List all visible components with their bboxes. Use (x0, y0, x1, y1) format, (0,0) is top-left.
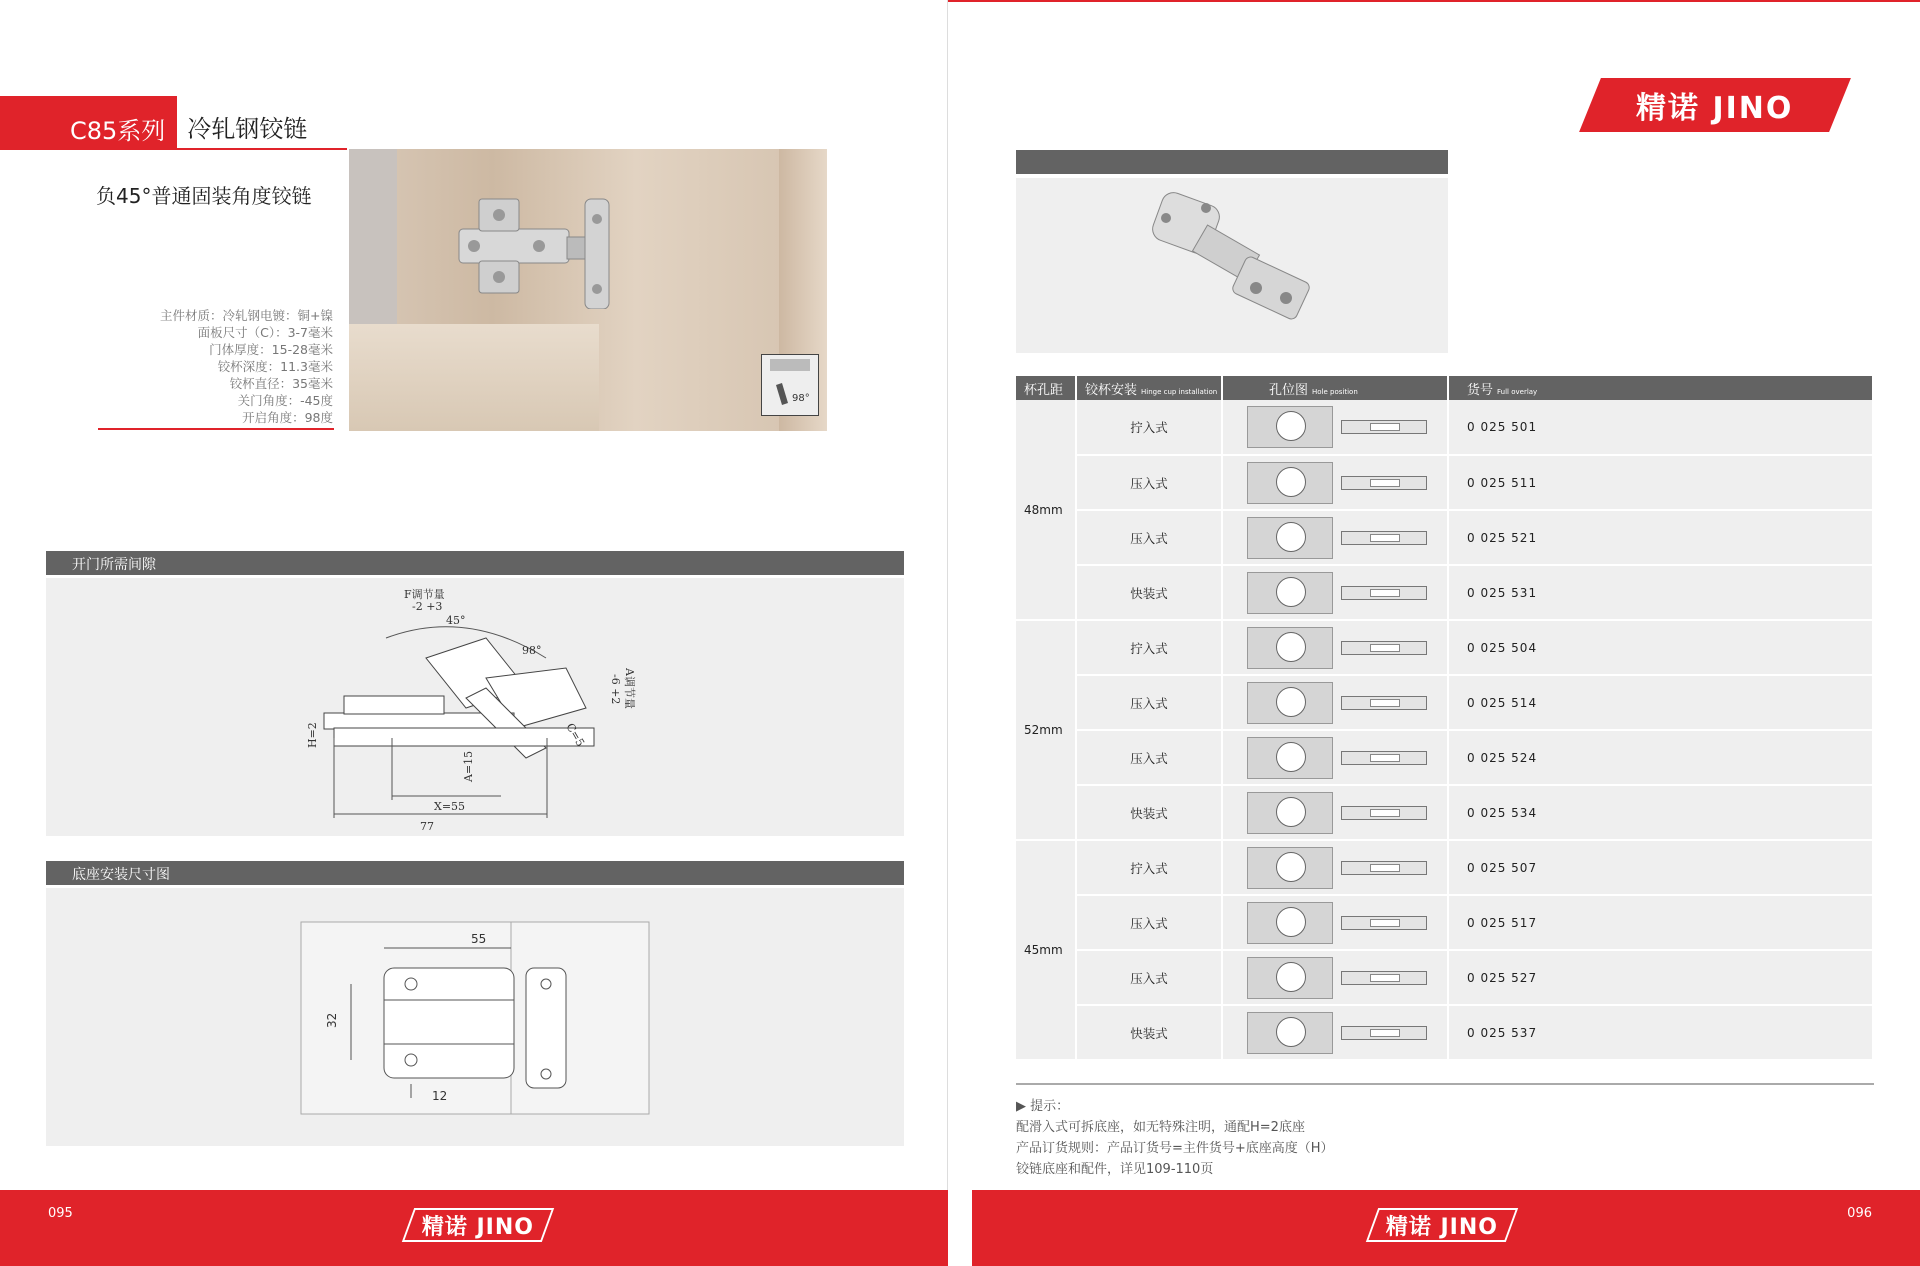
hole-diagram (1247, 792, 1333, 834)
note-item: 配滑入式可拆底座，如无特殊注明，通配H=2底座 (1016, 1120, 1305, 1135)
series-header (0, 96, 347, 150)
hole-position-cell (1222, 675, 1448, 730)
clearance-diagram-panel (46, 578, 904, 836)
install-type-cell: 快装式 (1076, 565, 1222, 620)
table-row (1016, 675, 1873, 730)
dim-32: 32 (325, 1012, 339, 1028)
spec-item: 铰杯直径：35毫米 (229, 376, 333, 391)
product-code-cell: 0 025 514 (1448, 675, 1873, 730)
series-label: C85系列 (0, 96, 177, 150)
th-code: 货号 Full overlay (1448, 376, 1873, 400)
hole-diagram (1247, 902, 1333, 944)
note-item: 铰链底座和配件，详见109-110页 (1016, 1162, 1214, 1177)
brand-logo: 精诺 JINO (1579, 78, 1851, 132)
install-type-cell: 快装式 (1076, 1005, 1222, 1060)
install-type-cell: 压入式 (1076, 730, 1222, 785)
plate-diagram (1341, 806, 1427, 820)
angle-98: 98° (522, 644, 542, 657)
a-adjust-range: -6 +2 (609, 674, 622, 705)
install-type-cell: 压入式 (1076, 950, 1222, 1005)
hole-diagram (1247, 517, 1333, 559)
table-row (1016, 400, 1873, 455)
hole-diagram (1247, 462, 1333, 504)
plate-diagram (1341, 861, 1427, 875)
series-title: 冷轧钢铰链 (177, 96, 347, 150)
product-photo (349, 149, 827, 431)
product-code-cell: 0 025 501 (1448, 400, 1873, 455)
hole-position-cell (1222, 565, 1448, 620)
h-label: H=2 (306, 722, 319, 748)
table-row (1016, 895, 1873, 950)
note-item: 产品订货规则：产品订货号=主件货号+底座高度（H） (1016, 1141, 1334, 1156)
f-adjust-range: -2 +3 (412, 600, 443, 613)
cup-distance-cell: 48mm (1016, 400, 1076, 620)
plate-diagram (1341, 586, 1427, 600)
table-row (1016, 565, 1873, 620)
hole-position-cell (1222, 785, 1448, 840)
install-type-cell: 拧入式 (1076, 400, 1222, 455)
table-row (1016, 950, 1873, 1005)
plate-diagram (1341, 641, 1427, 655)
x55-label: X=55 (434, 800, 466, 813)
hole-diagram (1247, 627, 1333, 669)
plate-diagram (1341, 531, 1427, 545)
plate-diagram (1341, 1026, 1427, 1040)
product-code-cell: 0 025 521 (1448, 510, 1873, 565)
product-code-cell: 0 025 517 (1448, 895, 1873, 950)
product-code-cell: 0 025 531 (1448, 565, 1873, 620)
plate-diagram (1341, 476, 1427, 490)
spec-item: 关门角度：-45度 (237, 393, 333, 408)
section-bar-clearance: 开门所需间隙 (46, 551, 904, 575)
th-install: 铰杯安装 Hinge cup installation (1076, 376, 1222, 400)
right-footer (972, 1190, 1920, 1266)
table-row (1016, 620, 1873, 675)
hole-diagram (1247, 682, 1333, 724)
product-code-cell: 0 025 534 (1448, 785, 1873, 840)
table-row (1016, 840, 1873, 895)
base-diagram-panel (46, 888, 904, 1146)
install-type-cell: 压入式 (1076, 510, 1222, 565)
table-row (1016, 1005, 1873, 1060)
th-distance: 杯孔距 (1016, 376, 1076, 400)
section-bar-base: 底座安装尺寸图 (46, 861, 904, 885)
inset-angle-label: 98° (792, 393, 810, 404)
th-hole: 孔位图 Hole position (1222, 376, 1448, 400)
spec-item: 面板尺寸（C）：3-7毫米 (197, 325, 333, 340)
product-code-cell: 0 025 507 (1448, 840, 1873, 895)
hole-position-cell (1222, 455, 1448, 510)
c-label: C=5 (563, 721, 587, 749)
product-code-cell: 0 025 524 (1448, 730, 1873, 785)
hole-diagram (1247, 957, 1333, 999)
product-image-bar (1016, 150, 1448, 174)
install-type-cell: 拧入式 (1076, 620, 1222, 675)
hole-position-cell (1222, 510, 1448, 565)
plate-diagram (1341, 971, 1427, 985)
clearance-diagram (46, 578, 904, 836)
install-type-cell: 压入式 (1076, 455, 1222, 510)
notes-divider (1016, 1083, 1874, 1085)
a15-label: A=15 (462, 750, 475, 782)
plate-diagram (1341, 696, 1427, 710)
page-number: 095 (48, 1206, 73, 1221)
specs-divider (98, 428, 334, 430)
dim-55: 55 (471, 932, 487, 946)
install-type-cell: 压入式 (1076, 895, 1222, 950)
left-page (0, 0, 948, 1266)
base-diagram (46, 888, 904, 1146)
spec-item: 门体厚度：15-28毫米 (209, 342, 333, 357)
hole-diagram (1247, 847, 1333, 889)
plate-diagram (1341, 751, 1427, 765)
f-adjust-label: F调节量 (404, 588, 445, 601)
spec-item: 开启角度：98度 (242, 410, 333, 425)
page-number: 096 (1847, 1206, 1872, 1221)
footer-logo: 精诺 JINO (1366, 1208, 1518, 1242)
cup-distance-cell: 45mm (1016, 840, 1076, 1060)
hole-diagram (1247, 572, 1333, 614)
product-code-cell: 0 025 537 (1448, 1005, 1873, 1060)
plate-diagram (1341, 916, 1427, 930)
product-subtitle: 负45°普通固装角度铰链 (96, 184, 312, 208)
cup-distance-cell: 52mm (1016, 620, 1076, 840)
footer-logo: 精诺 JINO (402, 1208, 554, 1242)
spec-item: 主件材质：冷轧钢电镀：铜+镍 (160, 308, 333, 323)
product-code-table (1016, 376, 1874, 1061)
w77-label: 77 (420, 820, 434, 833)
install-type-cell: 压入式 (1076, 675, 1222, 730)
hinge-image (449, 189, 619, 309)
table-row (1016, 510, 1873, 565)
product-image-panel (1016, 178, 1448, 353)
product-code-cell: 0 025 511 (1448, 455, 1873, 510)
angle-45: 45° (446, 614, 466, 627)
hole-position-cell (1222, 1005, 1448, 1060)
plate-diagram (1341, 420, 1427, 434)
product-code-cell: 0 025 504 (1448, 620, 1873, 675)
hole-diagram (1247, 737, 1333, 779)
hole-position-cell (1222, 950, 1448, 1005)
dim-12: 12 (432, 1089, 448, 1103)
spec-list (160, 307, 333, 426)
spec-item: 铰杯深度：11.3毫米 (217, 359, 333, 374)
hinge-product-image (1016, 178, 1448, 353)
install-type-cell: 拧入式 (1076, 840, 1222, 895)
notes-title: ▶ 提示： (1016, 1099, 1070, 1114)
table-row (1016, 455, 1873, 510)
notes (1016, 1096, 1334, 1180)
hole-diagram (1247, 406, 1333, 448)
install-type-cell: 快装式 (1076, 785, 1222, 840)
table-row (1016, 730, 1873, 785)
hole-position-cell (1222, 400, 1448, 455)
product-code-cell: 0 025 527 (1448, 950, 1873, 1005)
hole-position-cell (1222, 730, 1448, 785)
hole-position-cell (1222, 620, 1448, 675)
table-row (1016, 785, 1873, 840)
code-table-body (1016, 400, 1873, 1060)
hole-position-cell (1222, 895, 1448, 950)
left-footer (0, 1190, 948, 1266)
angle-inset (761, 354, 819, 416)
hole-diagram (1247, 1012, 1333, 1054)
hole-position-cell (1222, 840, 1448, 895)
a-adjust-label: A调节量 (623, 668, 636, 709)
